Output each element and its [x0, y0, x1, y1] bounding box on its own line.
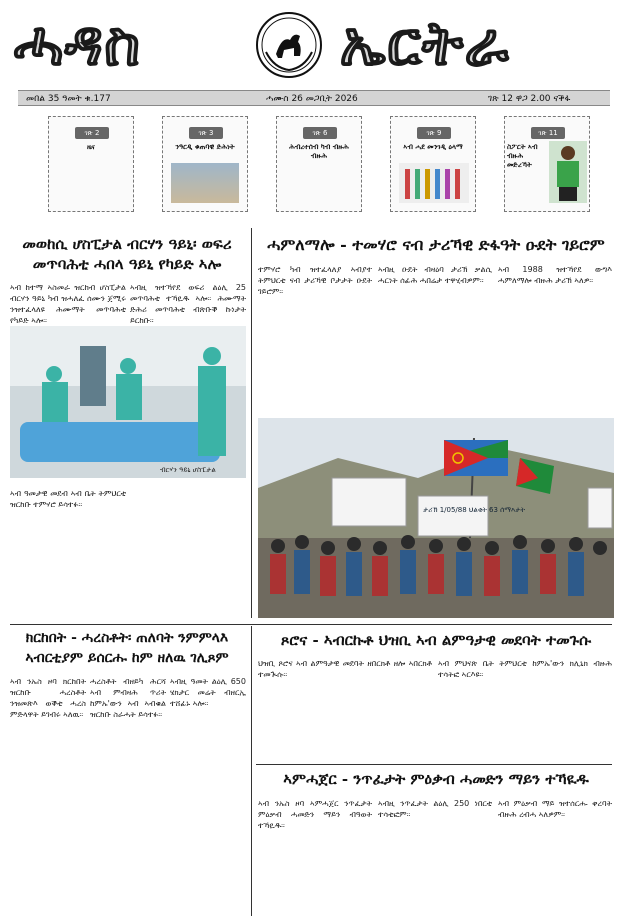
preview-caption: ዜና — [86, 143, 95, 151]
preview-page-tag: ገጽ 2 — [75, 127, 109, 139]
article3-headline-line2: ኣብርቲያም ይሰርሑ ከም ዘለዉ ገሊጾም — [25, 650, 229, 666]
masthead — [0, 0, 623, 88]
preview-caption: ንዓርዲ ቁጠባዊ ድሕነት — [175, 143, 235, 151]
preview-page-tag: ገጽ 11 — [531, 127, 565, 139]
preview-page-tag: ገጽ 6 — [303, 127, 337, 139]
article4-headline: ጾሮና - ኣብርኩቶ ህዝቢ ኣብ ልምዓታዊ መደባት ተመጉሱ — [280, 631, 592, 649]
article2-photo — [258, 418, 614, 618]
article1-headline — [10, 234, 244, 274]
article2-headline: ሓምለማሎ - ተመሃሮ ናብ ታሪኻዊ ድፋዓት ዑደት ገይሮም — [267, 235, 605, 254]
article1-body-b: ኣብዚ ዝተኻየደ ወፍሪ ልዕሊ 25 መጥባሕቲ ተኻዪዱ ኣሎ። ሕሙማት ድሕሪ መጥባሕቲ ብጽቡቕ ኩነታት ይርከቡ። — [130, 283, 246, 325]
article1-headline-line1: መወከሲ ሆስፒታል ብርሃን ዓይኒ፡ ወፍሪ — [22, 235, 232, 253]
article1-body-c: ኣብ ዓመታዊ መደብ ኣብ ቤት ትምህርቲ ዝርከቡ ተምሃሮ ይሳተፉ። — [10, 489, 126, 509]
article3-headline — [10, 628, 244, 668]
article5-headline: ኣምሓጀር - ንጥፈታት ምዕቃብ ሓመድን ማይን ተኻዪዱ — [283, 770, 589, 788]
article2-sign-text: ታሪኽ 1/05/88 ህልቂት 63 ሰማእታት — [423, 506, 526, 514]
article1-photo-caption: ብርሃን ዓይኒ ሆስፒታል — [160, 466, 216, 474]
preview-page-tag: ገጽ 3 — [189, 127, 223, 139]
preview-row — [18, 112, 610, 222]
article2-body-a: ተምሃሮ ካብ ዝተፈላለያ ኣብያተ ትምህርቲ ናብ ታሪኻዊ ቦታታት ዑደት ገይሮም። — [258, 265, 372, 296]
masthead-title-left: ሓዳስ — [14, 9, 142, 79]
preview-box[interactable] — [48, 116, 134, 212]
section-rule — [10, 624, 612, 625]
preview-caption: ስፖርት ኣብ ብዙሕ መድረኻት — [507, 143, 538, 169]
preview-box[interactable] — [504, 116, 590, 212]
article5-body-c: ኣብ ምዕቃብ ማይ ዝተሰርሑ ቀረባት ብዙሕ ረብሓ ኣለዎም። — [498, 799, 612, 819]
preview-page-tag: ገጽ 9 — [417, 127, 451, 139]
article4-body-a: ህዝቢ ጾሮና ኣብ ልምዓታዊ መደባት ዘበርክቶ ዘሎ ኣበርክቶ ተመጒሱ። — [258, 659, 432, 679]
athlete-image — [549, 141, 587, 203]
masthead-title-right: ኤርትራ — [340, 9, 511, 79]
bottles-image — [399, 163, 469, 203]
preview-caption: ሕብረተሰብ ካብ ብዙሕ ብዙሕ — [289, 143, 349, 160]
article4-body-b: ኣብ ምህናጽ ቤት ትምህርቲ ከምኡ'ውን ክሊኒክ ብዙሕ ተሳትፎ ኣርእዩ። — [438, 659, 612, 679]
issue-volume: መበል 35 ዓመት ቁ.177 — [26, 94, 111, 104]
article2-body-c: ኣብ 1988 ዝተኻየደ ውግእ ሓምለማሎ ብዙሕ ታሪኽ ኣለዎ። — [498, 265, 612, 285]
preview-box[interactable] — [390, 116, 476, 212]
article3-headline-line1: ክርከበት - ሓረስቶት፡ ጠለባት ንምምላእ — [25, 630, 229, 646]
preview-caption: ኣብ ሓደ መንገዲ ዕላማ — [403, 143, 463, 151]
article2-body-b: ኣብዚ ዑደት ብዛዕባ ታሪኽ ቃልሲ ሓርነት ሰፊሕ ሓበሬታ ተዋሂብዎም። — [378, 265, 492, 285]
article3-body-c: ኣብዚ ዓመት ልዕሊ 650 ሄክታር መሬት ብዘርኢ ተሸፊኑ ኣሎ። — [170, 677, 246, 708]
preview-box[interactable] — [276, 116, 362, 212]
issue-price: ገጽ 12 ዋጋ 2.00 ናቕፋ — [488, 94, 571, 104]
section-rule — [256, 764, 612, 765]
preview-box[interactable] — [162, 116, 248, 212]
issue-bar — [18, 90, 610, 106]
preview-image — [171, 163, 239, 203]
article3-body-b: ሓረስቶት ብዘይካ ሕርሻ ኣብ ምብዛሕ ጥሪት ከምኡ'ውን ኣብ ኣብቁል ዝርከቡ ስራሓት ይሳተፉ። — [90, 677, 166, 719]
issue-date: ሓሙስ 26 መጋቢት 2026 — [266, 94, 358, 104]
article1-body-a: ኣብ ከተማ ኣስመራ ዝርከብ ሆስፒታል ብርሃን ዓይኒ ካብ ዝሓለፈ ሰሙን ጀሚሩ ንዝተፈላለዩ ሕሙማት መጥባሕቲ የካይድ ኣሎ። — [10, 283, 126, 325]
article3-body-a: ኣብ ንኡስ ዞባ ክርከበት ዝርከቡ ሓረስቶት ንዝመጽእ ወቕቲ ሓረስ ምድላዋት ይገብሩ ኣለዉ። — [10, 677, 86, 719]
article5-body-b: ኣብዚ ንጥፈታት ልዕሊ 250 ነበርቲ ተሳቲፎም። — [378, 799, 492, 819]
column-rule — [251, 626, 252, 916]
column-rule — [251, 228, 252, 618]
article1-photo — [10, 326, 246, 478]
article1-headline-line2: መጥባሕቲ ሓበላ ዓይኒ የካይድ ኣሎ — [32, 255, 222, 273]
national-emblem-icon — [254, 10, 324, 80]
article5-body-a: ኣብ ንኡስ ዞባ ኣምሓጀር ንጥፈታት ምዕቃብ ሓመድን ማይን ብዓወት ተኻዪዱ። — [258, 799, 372, 830]
